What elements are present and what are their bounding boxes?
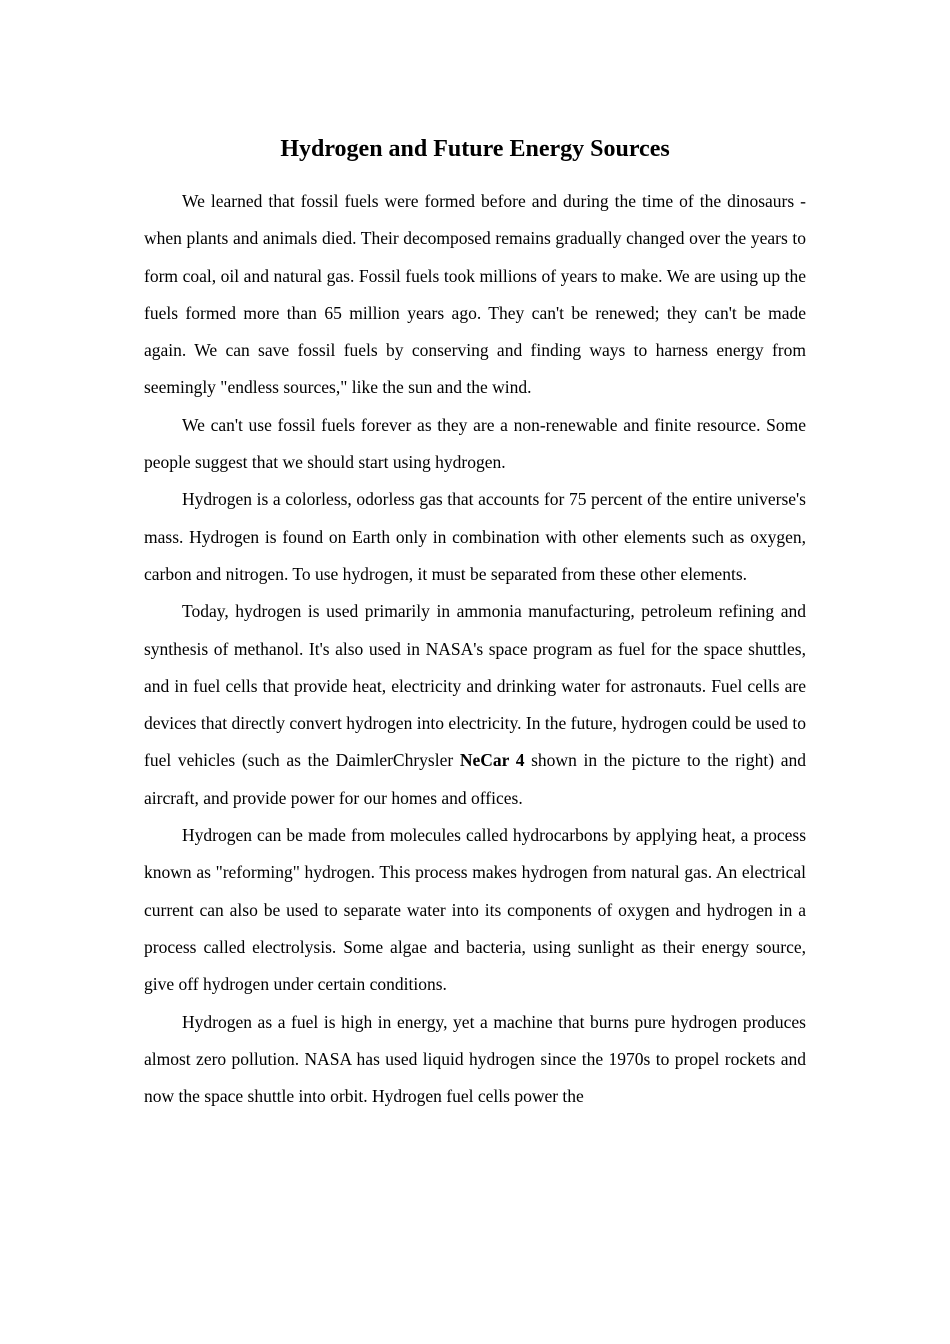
paragraph-hydrogen-fuel: Hydrogen as a fuel is high in energy, yet a machine that burns pure hydrogen produces almost zero pollution. NASA has used liquid hydrogen since the 1970s to propel rockets and now the space shuttle into orbit. Hydrogen fuel cells power the [144,1011,806,1107]
paragraph-hydrogen-production: Hydrogen can be made from molecules called hydrocarbons by applying heat, a process known as "reforming" hydrogen. This process makes hydrogen from natural gas. An electrical current can also be used to separate water into its components of oxygen and hydrogen in a process called electrolysis. Some algae and bacteria, using sunlight as their energy source, give off hydrogen under certain conditions. [144,825,806,995]
paragraph-hydrogen-suggestion: We can't use fossil fuels forever as they are a non-renewable and finite resource. Some people suggest that we should start using hydrogen. [144,414,806,473]
page-title: Hydrogen and Future Energy Sources [280,136,670,162]
paragraph-hydrogen-uses-text-end: shown in the picture to the right) and aircraft, and provide power for our homes and offices. [144,750,806,808]
paragraph-hydrogen-uses-text-start: Today, hydrogen is used primarily in ammonia manufacturing, petroleum refining and synthesis of methanol. It's also used in NASA's space program as fuel for the space shuttles, and in fuel cells that provide heat, electricity and drinking water for astronauts. Fuel cells are devices that directly convert hydrogen into electricity. In the future, hydrogen could be used to fuel vehicles (such as the DaimlerChrysler [144,601,806,771]
paragraph-hydrogen-description: Hydrogen is a colorless, odorless gas that accounts for 75 percent of the entire universe's mass. Hydrogen is found on Earth only in combination with other elements such as oxygen, carbon and nitrogen. To use hydrogen, it must be separated from these other elements. [144,489,806,584]
paragraph-fossil-fuels: We learned that fossil fuels were formed before and during the time of the dinosaurs - when plants and animals died. Their decomposed remains gradually changed over the years to form coal, oil and natural gas. Fossil fuels took millions of years to make. We are using up the fuels formed more than 65 million years ago. They can't be renewed; they can't be made again. We can save fossil fuels by conserving and finding ways to harness energy from seemingly "endless sources," like the sun and the wind. [144,191,806,398]
necar-4-label: NeCar 4 [459,750,525,771]
document-body [144,183,806,1115]
paragraph-hydrogen-uses [144,593,806,817]
